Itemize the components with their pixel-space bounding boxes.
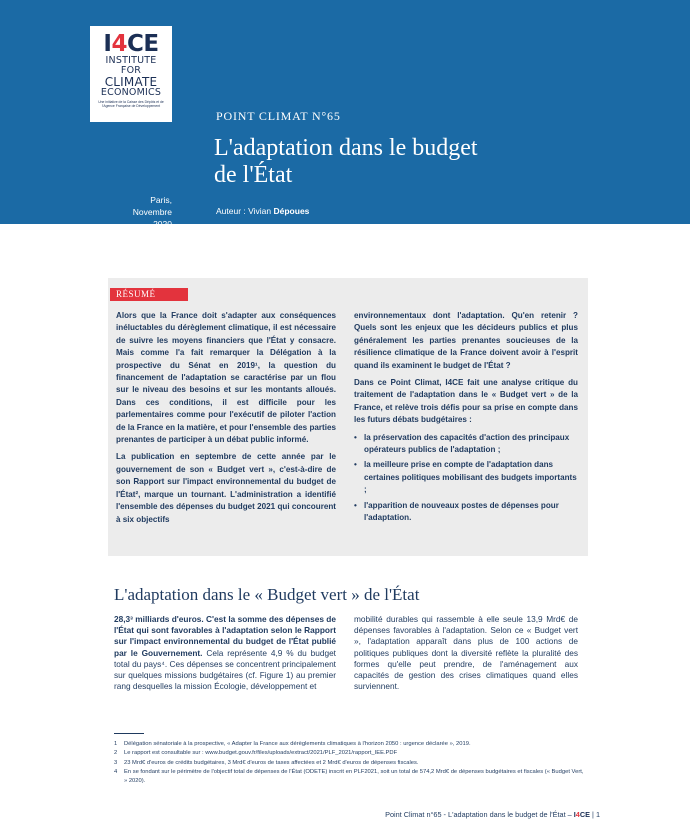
bullet-icon: • bbox=[354, 432, 357, 442]
author-line bbox=[216, 206, 309, 216]
lead-sentence: 28,3³ milliards d'euros. C'est la somme des dépenses de l'État qui sont favorables à l'adaptation selon le Rapport sur l'impact environnemental du budget de l'État publié par le Gouvernement. bbox=[114, 614, 336, 658]
author-label: Auteur : Vivian bbox=[216, 206, 274, 216]
date: Novembre 2020 bbox=[132, 207, 172, 229]
page-title bbox=[214, 135, 654, 189]
summary-column-right bbox=[354, 310, 578, 528]
footnote: 3 23 Mrd€ d'euros de crédits budgétaires, 3 Mrd€ d'euros de taxes affectées et 2 Mrd€ d'euros de dépenses fiscales. bbox=[114, 759, 419, 766]
footnote: 2 Le rapport est consultable sur : www.budget.gouv.fr/files/uploads/extract/2021/PLF_2021/rapport_IEE.PDF bbox=[114, 749, 584, 757]
list-item: • la préservation des capacités d'action des principaux opérateurs publics de l'adaptation ; bbox=[354, 432, 570, 455]
logo-tagline: Une initiative de la Caisse des Dépôts et de l'Agence Française de Développement bbox=[98, 100, 164, 108]
challenge-list bbox=[354, 432, 578, 525]
page-footer bbox=[370, 810, 600, 819]
summary-tag: RÉSUMÉ bbox=[110, 288, 188, 301]
logo-mark: I4CE bbox=[103, 31, 159, 57]
list-item: • la meilleure prise en compte de l'adaptation dans certaines politiques mobilisant des budgets importants ; bbox=[354, 460, 577, 495]
summary-paragraph-2: La publication en septembre de cette année par le gouvernement de son « Budget vert », c'est-à-dire de son Rapport sur l'impact environnemental du budget de l'État², marque un tournant. L'administration a identifié l'ensemble des dépenses du budget 2021 qui concourent à six objectifs bbox=[116, 452, 336, 524]
bullet-icon: • bbox=[354, 500, 357, 510]
place-date bbox=[112, 194, 172, 230]
summary-paragraph-4: Dans ce Point Climat, I4CE fait une analyse critique du traitement de l'adaptation dans le « Budget vert » de la France, et relève trois défis pour sa prise en compte dans les futurs débats budgétaires : bbox=[354, 378, 578, 425]
footer-brand: I4CE bbox=[573, 810, 590, 819]
bullet-icon: • bbox=[354, 460, 357, 470]
section-heading: L'adaptation dans le « Budget vert » de l'État bbox=[114, 585, 420, 604]
title-line-2: de l'État bbox=[214, 162, 293, 188]
footer-separator: | bbox=[592, 810, 594, 819]
i4ce-logo bbox=[90, 26, 172, 122]
place: Paris, bbox=[150, 195, 172, 205]
body-column-left bbox=[114, 614, 336, 692]
footer-text: Point Climat n°65 - L'adaptation dans le budget de l'État – bbox=[385, 810, 574, 819]
footnotes bbox=[114, 740, 584, 786]
list-item: • l'apparition de nouveaux postes de dépenses pour l'adaptation. bbox=[354, 500, 559, 523]
title-line-1: L'adaptation dans le budget bbox=[214, 135, 478, 161]
logo-line-2: CLIMATE bbox=[104, 75, 158, 89]
author-name: Dépoues bbox=[273, 206, 310, 216]
publication-kicker: POINT CLIMAT N°65 bbox=[216, 109, 341, 123]
summary-paragraph-3: environnementaux dont l'adaptation. Qu'en retenir ? Quels sont les enjeux que les décideurs publics et plus généralement les parties prenantes soucieuses de la résilience climatique de la France doivent avoir à l'esprit quand ils examinent le budget de l'État ? bbox=[354, 311, 578, 370]
body-text: Cela représente 4,9 % du budget total du pays⁴. Ces dépenses se concentrent principalement sur quelques missions budgétaires (cf. Figure 1) au premier rang desquelles la mission Écologie, développement et bbox=[114, 647, 336, 692]
logo-line-1: INSTITUTE FOR bbox=[105, 55, 157, 76]
logo-line-3: ECONOMICS bbox=[100, 87, 162, 98]
footnote: 1 Délégation sénatoriale à la prospective, « Adapter la France aux dérèglements climatiques à l'horizon 2050 : urgence déclarée », 2019. bbox=[114, 741, 471, 747]
body-column-right: mobilité durables qui rassemble à elle seule 13,9 Mrd€ de dépenses favorables à l'adaptation. Selon ce « Budget vert », l'adaptation apparaît dans plus de 100 actions de politiques publiques dont la diversité reflète la pluralité des formes qu'elle peut prendre, de l'aménagement aux capacités de gestion des crises climatiques quand elles surviennent. bbox=[354, 614, 578, 692]
footnote: 4 En se fondant sur le périmètre de l'objectif total de dépenses de l'État (ODETE) inscrit en PLF2021, soit un total de 574,2 Mrd€ de dépenses budgétaires et fiscales (« Budget Vert, » 2020). bbox=[114, 769, 584, 784]
page-number: 1 bbox=[595, 810, 600, 819]
summary-paragraph-1: Alors que la France doit s'adapter aux conséquences inéluctables du dérèglement climatique, il est nécessaire de suivre les moyens financiers que l'État y consacre. Mais comme l'a fait remarquer la Délégation à la prospective du Sénat en 2019¹, la question du financement de l'adaptation se caractérise par un flou sur le niveau des besoins et sur les montants alloués. Dans ces conditions, il est difficile pour les parlementaires comme pour l'exécutif de piloter l'action de la France en la matière, et pour l'ensemble des parties prenantes de participer à un débat public informé. bbox=[116, 311, 336, 445]
header-banner bbox=[0, 0, 690, 229]
footnote-divider bbox=[114, 733, 144, 734]
summary-column-left bbox=[116, 310, 336, 531]
footnote-link[interactable]: Le rapport est consultable sur : www.budget.gouv.fr/files/uploads/extract/2021/PLF_2021/rapport_IEE.PDF bbox=[124, 750, 398, 757]
